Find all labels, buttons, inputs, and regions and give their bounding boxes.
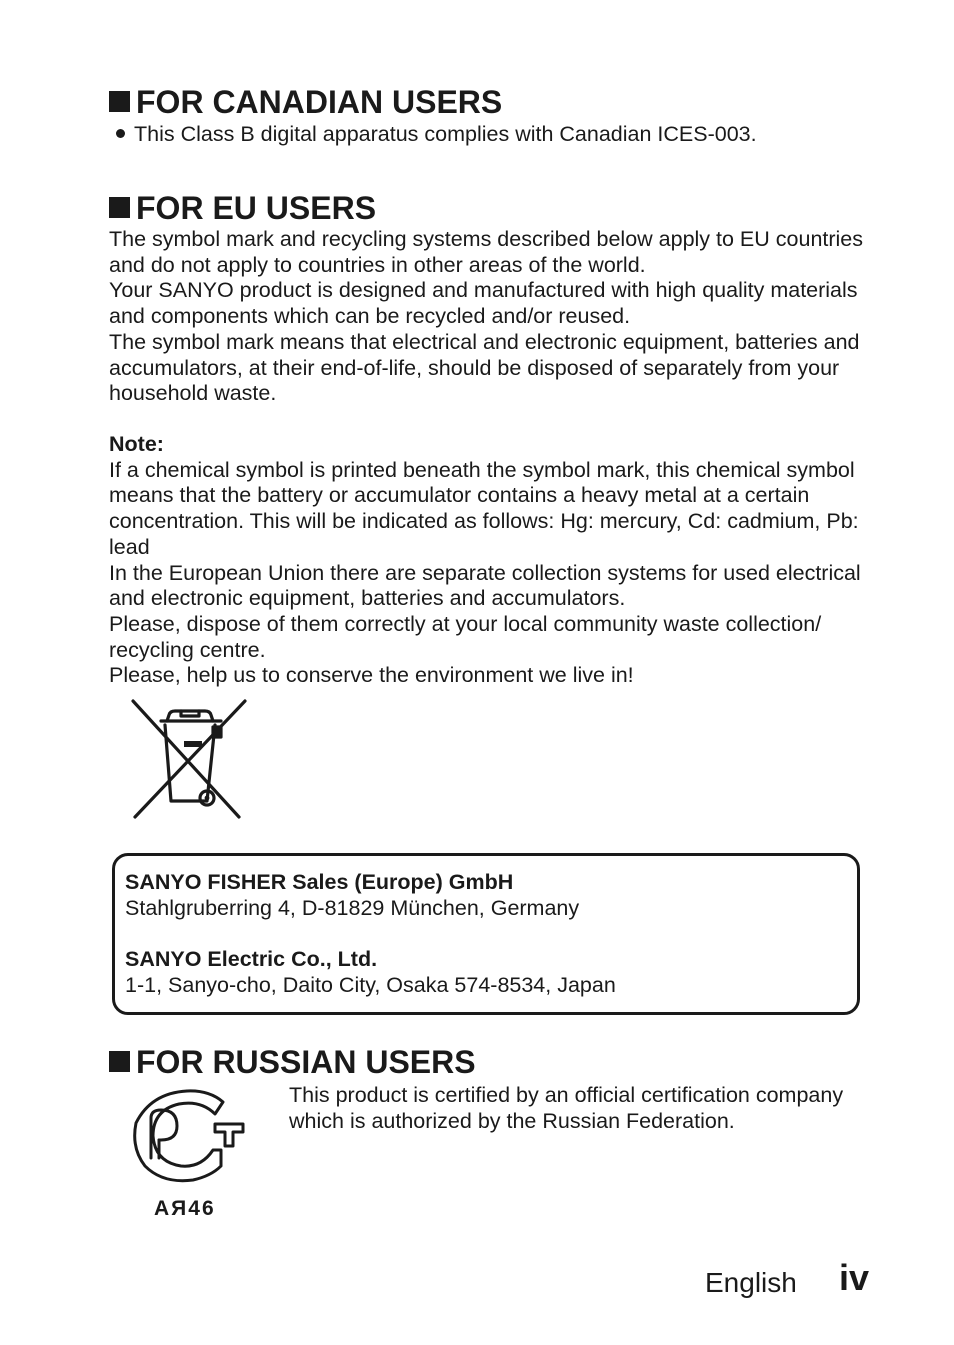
note-paragraph: Please, help us to conserve the environment we live in! <box>109 663 634 688</box>
black-square-icon <box>109 197 130 218</box>
eu-note <box>109 432 879 689</box>
certification-code: АЯ46 <box>154 1197 216 1220</box>
eu-body <box>109 227 879 407</box>
heading-eu-users <box>109 191 376 225</box>
crossed-out-wheelie-bin-icon <box>129 699 249 821</box>
company-name-europe: SANYO FISHER Sales (Europe) GmbH <box>125 870 514 894</box>
russian-certification-text: This product is certified by an official certification company which is authorized by the Russian Federation. <box>289 1083 844 1133</box>
heading-canadian-text: FOR CANADIAN USERS <box>136 84 503 120</box>
black-square-icon <box>109 1051 130 1072</box>
eu-paragraph: Your SANYO product is designed and manufactured with high quality materials and components which can be recycled and/or reused. <box>109 278 858 329</box>
address-block-europe <box>125 870 579 921</box>
heading-russian-text: FOR RUSSIAN USERS <box>136 1044 476 1080</box>
company-address-europe: Stahlgruberring 4, D-81829 München, Germany <box>125 895 580 920</box>
company-address-japan: 1-1, Sanyo-cho, Daito City, Osaka 574-8534, Japan <box>125 972 616 997</box>
heading-eu-text: FOR EU USERS <box>136 190 377 226</box>
canadian-bullet-text: This Class B digital apparatus complies with Canadian ICES-003. <box>134 122 757 146</box>
eu-paragraph: The symbol mark means that electrical and electronic equipment, batteries and accumulators, at their end-of-life, should be disposed of separately from your household waste. <box>109 329 860 406</box>
note-paragraph: In the European Union there are separate collection systems for used electrical and electronic equipment, batteries and accumulators. <box>109 560 861 611</box>
page-number: iv <box>839 1257 870 1298</box>
address-block-japan <box>125 947 616 998</box>
eu-paragraph: The symbol mark and recycling systems described below apply to EU countries and do not apply to countries in other areas of the world. <box>109 227 864 277</box>
canadian-bullet <box>116 122 757 147</box>
note-paragraph: If a chemical symbol is printed beneath the symbol mark, this chemical symbol means that the battery or accumulator contains a heavy metal at a certain concentration. This will be indicated as follows: Hg: mercury, Cd: cadmium, Pb: lead <box>109 457 859 559</box>
note-label: Note: <box>109 432 164 456</box>
black-square-icon <box>109 91 130 112</box>
heading-canadian-users <box>109 85 502 119</box>
heading-russian-users <box>109 1045 476 1079</box>
bullet-dot-icon <box>116 129 125 138</box>
company-name-japan: SANYO Electric Co., Ltd. <box>125 947 378 971</box>
footer-language: English <box>705 1267 797 1298</box>
note-paragraph: Please, dispose of them correctly at your local community waste collection/ recycling centre. <box>109 611 822 662</box>
pct-certification-mark-icon <box>131 1088 247 1184</box>
